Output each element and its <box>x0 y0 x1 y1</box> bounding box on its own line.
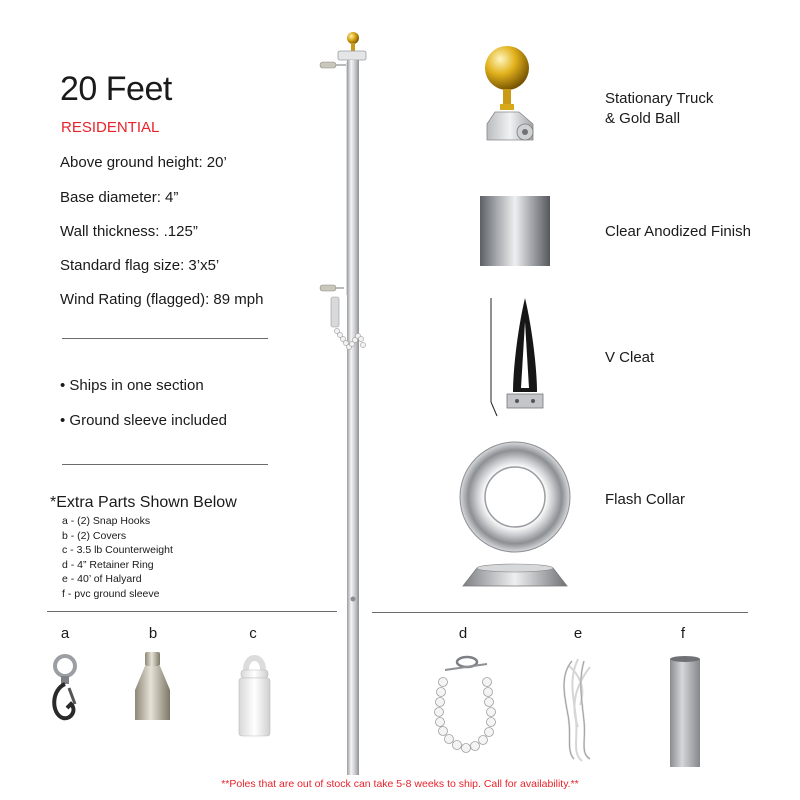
snap-hook-icon <box>45 652 85 724</box>
v-cleat-label: V Cleat <box>605 349 655 366</box>
part-d-label: d <box>458 625 468 642</box>
flash-collar-image <box>455 440 580 590</box>
product-category: RESIDENTIAL <box>61 119 160 136</box>
extra-item: f - pvc ground sleeve <box>62 588 160 600</box>
spec-wind-rating: Wind Rating (flagged): 89 mph <box>60 291 264 308</box>
extra-item: a - (2) Snap Hooks <box>62 515 151 527</box>
part-b-label: b <box>148 625 158 642</box>
extra-item: d - 4” Retainer Ring <box>62 559 154 571</box>
flash-collar-label: Flash Collar <box>605 491 686 508</box>
extra-item: c - 3.5 lb Counterweight <box>62 544 173 556</box>
spec-wall-thickness: Wall thickness: .125” <box>60 223 198 240</box>
truck-label-line1: Stationary Truck <box>605 90 714 107</box>
v-cleat-image <box>485 292 565 422</box>
retainer-ring-icon <box>425 650 505 770</box>
stock-availability-note: **Poles that are out of stock can take 5-8 weeks to ship. Call for availability.** <box>221 778 579 790</box>
extra-item: e - 40’ of Halyard <box>62 573 142 585</box>
spec-base-diameter: Base diameter: 4” <box>60 189 179 206</box>
divider <box>62 338 268 339</box>
extras-heading: *Extra Parts Shown Below <box>50 494 237 511</box>
part-c-label: c <box>249 625 257 642</box>
flagpole-illustration <box>310 20 390 780</box>
part-f-label: f <box>680 625 686 642</box>
cover-icon <box>130 650 175 722</box>
part-a-label: a <box>60 625 70 642</box>
divider <box>47 611 337 612</box>
stationary-truck-gold-ball-image <box>475 40 555 160</box>
halyard-rope-icon <box>550 655 610 765</box>
product-title: 20 Feet <box>60 70 172 108</box>
extra-item: b - (2) Covers <box>62 530 127 542</box>
divider <box>62 464 268 465</box>
truck-label-line2: & Gold Ball <box>605 110 681 127</box>
finish-label: Clear Anodized Finish <box>605 223 751 240</box>
bullet-ground-sleeve: • Ground sleeve included <box>60 412 228 429</box>
anodized-finish-swatch <box>480 196 550 266</box>
part-e-label: e <box>573 625 583 642</box>
ground-sleeve-icon <box>660 655 710 770</box>
spec-flag-size: Standard flag size: 3’x5’ <box>60 257 220 274</box>
divider <box>372 612 748 613</box>
counterweight-icon <box>232 650 277 740</box>
spec-height: Above ground height: 20’ <box>60 154 227 171</box>
bullet-ships-one-section: • Ships in one section <box>60 377 204 394</box>
